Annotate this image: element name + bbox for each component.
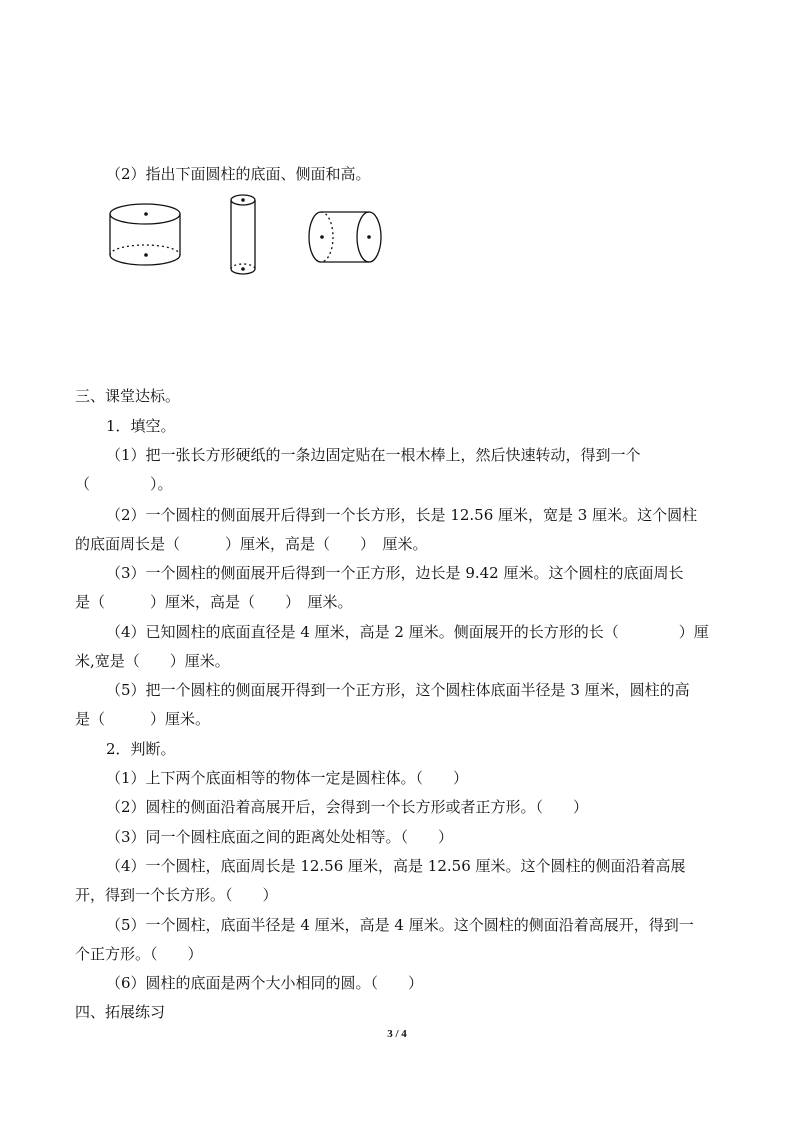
judge-j2: （2）圆柱的侧面沿着高展开后，会得到一个长方形或者正方形。（ ） <box>106 798 589 816</box>
fill-q1-line2: （ ）。 <box>75 475 173 493</box>
section-3-title: 三、课堂达标。 <box>75 387 181 405</box>
cylinder-tall-narrow <box>231 195 255 274</box>
judge-j1: （1）上下两个底面相等的物体一定是圆柱体。（ ） <box>106 769 469 787</box>
judge-j4-line2: 开，得到一个长方形。（ ） <box>75 886 278 904</box>
fill-q4-line2: 米,宽是（ ）厘米。 <box>75 652 230 670</box>
fill-q5-line2: 是（ ）厘米。 <box>75 710 211 728</box>
cylinder-wide-upright <box>110 204 180 265</box>
judge-j5-line2: 个正方形。（ ） <box>75 945 203 963</box>
fill-q2-line2: 的底面周长是（ ）厘米，高是（ ） 厘米。 <box>75 535 428 553</box>
fill-q3-line2: 是（ ）厘米，高是（ ） 厘米。 <box>75 593 353 611</box>
page-number: 3 / 4 <box>387 1028 407 1040</box>
fill-q1-line1: （1）把一张长方形硬纸的一条边固定贴在一根木棒上，然后快速转动，得到一个 <box>106 446 641 464</box>
question-intro-2: （2）指出下面圆柱的底面、侧面和高。 <box>106 165 371 183</box>
judge-j5-line1: （5）一个圆柱，底面半径是 4 厘米，高是 4 厘米。这个圆柱的侧面沿着高展开，得到一 <box>106 916 694 934</box>
judge-j4-line1: （4）一个圆柱，底面周长是 12.56 厘米，高是 12.56 厘米。这个圆柱的侧面沿着高展 <box>106 857 686 875</box>
judge-j6: （6）圆柱的底面是两个大小相同的圆。（ ） <box>106 974 424 992</box>
judge-heading: 2．判断。 <box>106 740 176 758</box>
judge-j3: （3）同一个圆柱底面之间的距离处处相等。（ ） <box>106 828 454 846</box>
fill-q5-line1: （5）把一个圆柱的侧面展开得到一个正方形，这个圆柱体底面半径是 3 厘米，圆柱的高 <box>106 681 690 699</box>
section-4-title: 四、拓展练习 <box>75 1003 166 1021</box>
cylinder-horizontal <box>309 212 381 262</box>
fill-q3-line1: （3）一个圆柱的侧面展开后得到一个正方形，边长是 9.42 厘米。这个圆柱的底面周长 <box>106 564 684 582</box>
fill-heading: 1．填空。 <box>106 417 176 435</box>
fill-q4-line1: （4）已知圆柱的底面直径是 4 厘米，高是 2 厘米。侧面展开的长方形的长（ ）厘 <box>106 623 709 641</box>
fill-q2-line1: （2）一个圆柱的侧面展开后得到一个长方形，长是 12.56 厘米，宽是 3 厘米。这个圆柱 <box>106 506 698 524</box>
cylinder-figures <box>0 185 794 315</box>
